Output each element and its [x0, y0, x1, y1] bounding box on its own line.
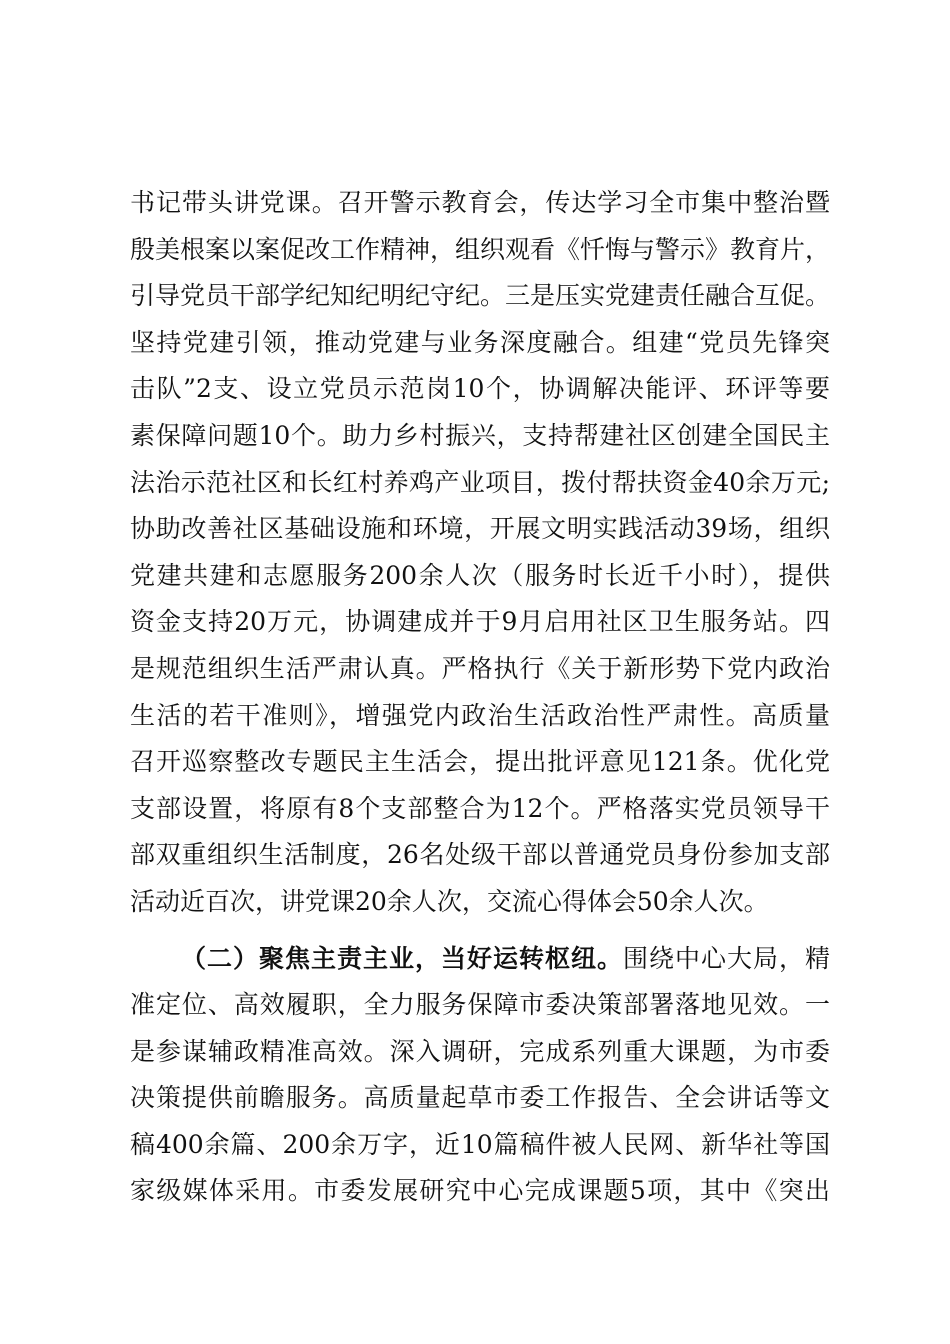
paragraph-party-building: [130, 180, 830, 926]
text-line: 殷美根案以案促改工作精神，组织观看《忏悔与警示》教育片，: [130, 234, 830, 264]
text-line: 支部设置，将原有8个支部整合为12个。严格落实党员领导干: [130, 793, 830, 823]
text-line: 引导党员干部学纪知纪明纪守纪。三是压实党建责任融合互促。: [130, 281, 830, 311]
text-line: 准定位、高效履职，全力服务保障市委决策部署落地见效。一: [130, 990, 830, 1020]
text-line: 击队”2支、设立党员示范岗10个，协调解决能评、环评等要: [130, 374, 830, 404]
section-heading: （二）聚焦主责主业，当好运转枢纽。: [180, 943, 623, 973]
text-line: 部双重组织生活制度，26名处级干部以普通党员身份参加支部: [130, 840, 830, 870]
text-line: 家级媒体采用。市委发展研究中心完成课题5项，其中《突出: [130, 1176, 830, 1206]
text-line: 坚持党建引领，推动党建与业务深度融合。组建“党员先锋突: [130, 327, 830, 357]
text-line: 召开巡察整改专题民主生活会，提出批评意见121条。优化党: [130, 747, 830, 777]
paragraph-core-duties: [130, 936, 830, 1216]
text-line: 稿400余篇、200余万字，近10篇稿件被人民网、新华社等国: [130, 1129, 830, 1159]
text-line: 书记带头讲党课。召开警示教育会，传达学习全市集中整治暨: [130, 188, 830, 217]
text-line: 生活的若干准则》，增强党内政治生活政治性严肃性。高质量: [130, 700, 830, 730]
text-line: 是规范组织生活严肃认真。严格执行《关于新形势下党内政治: [130, 653, 830, 683]
body-text: [130, 180, 830, 1215]
text-line: 资金支持20万元，协调建成并于9月启用社区卫生服务站。四: [130, 607, 830, 637]
text-line: 协助改善社区基础设施和环境，开展文明实践活动39场，组织: [130, 514, 830, 544]
paragraph-spacer: [130, 926, 830, 936]
text-line: 是参谋辅政精准高效。深入调研，完成系列重大课题，为市委: [130, 1036, 830, 1066]
text-line: 决策提供前瞻服务。高质量起草市委工作报告、全会讲话等文: [130, 1083, 830, 1113]
heading-line-rest: 围绕中心大局，精: [622, 943, 830, 973]
text-line-with-heading: [130, 936, 830, 983]
text-line: 党建共建和志愿服务200余人次（服务时长近千小时），提供: [130, 560, 830, 590]
text-line: 活动近百次，讲党课20余人次，交流心得体会50余人次。: [130, 886, 769, 916]
text-line: 素保障问题10个。助力乡村振兴，支持帮建社区创建全国民主: [130, 420, 830, 450]
text-line: 法治示范社区和长红村养鸡产业项目，拨付帮扶资金40余万元;: [130, 467, 830, 497]
